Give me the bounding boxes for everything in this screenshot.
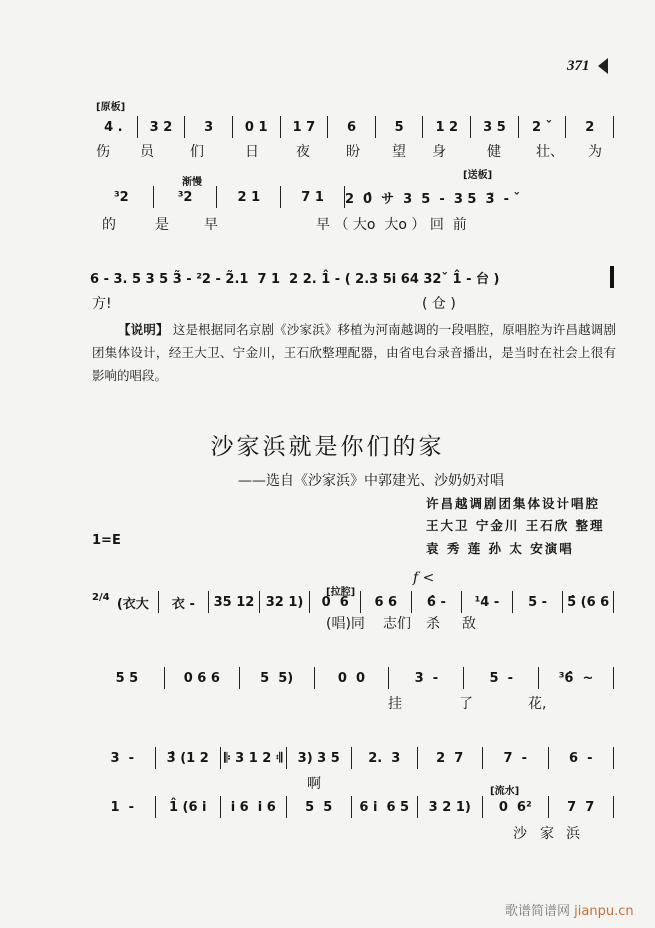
measure: 5 5): [240, 667, 315, 689]
measure: 3 2 1): [418, 796, 484, 818]
measure: 3 2: [138, 116, 186, 138]
lyric: 志们: [383, 616, 411, 632]
measure: 6 -: [549, 747, 615, 769]
notation-row: [90, 748, 614, 768]
measure: 6: [328, 116, 376, 138]
credit-line: 王大卫 宁金川 王石欣 整理: [426, 518, 605, 533]
dynamic-mark: f <: [413, 570, 435, 586]
measure: 7 1: [281, 186, 345, 208]
measure: 3: [185, 116, 233, 138]
measure: 7 -: [483, 747, 549, 769]
measure: ³2: [90, 186, 154, 208]
lyric: 方!: [92, 296, 112, 312]
page-number: 371: [567, 58, 590, 74]
lyric: 壮、: [536, 144, 564, 160]
measure: 3 -: [90, 747, 156, 769]
watermark-cn: 歌谱简谱网: [505, 904, 571, 919]
measure: 5̂ (6 6: [563, 591, 614, 613]
lyric: 花,: [528, 696, 547, 712]
tempo-mark: [送板]: [463, 170, 493, 181]
explanation: [92, 318, 616, 387]
measure: 5 -: [464, 667, 539, 689]
lyric: 为: [588, 144, 602, 160]
lyric: 沙: [513, 826, 527, 842]
measure: 3 -: [389, 667, 464, 689]
lyric: 浜: [566, 826, 580, 842]
measure: 5 -: [513, 591, 564, 613]
lyric: 伤: [96, 144, 110, 160]
notation-row: [90, 797, 614, 817]
lyric: 员: [140, 144, 154, 160]
credit-line: 袁 秀 莲 孙 太 安演唱: [426, 541, 574, 556]
lyric: 日: [245, 144, 259, 160]
lyric: ( 仓 ): [422, 296, 456, 312]
lyric: 挂: [388, 696, 402, 712]
measure: 35 12: [209, 591, 260, 613]
measure: 3̂ (1 2: [156, 747, 222, 769]
lyric: 们: [190, 144, 204, 160]
lyric: 身: [432, 144, 446, 160]
measure: 6 6: [361, 591, 412, 613]
measure: 1 2: [423, 116, 471, 138]
measure: ¹4 -: [462, 591, 513, 613]
time-signature: 2/4: [92, 592, 110, 603]
measure: 0 1: [233, 116, 281, 138]
key-signature: 1=E: [92, 533, 121, 548]
measure: 3 5: [471, 116, 519, 138]
measure: 3) 3 5: [287, 747, 353, 769]
watermark: [505, 900, 634, 919]
lyric: 了: [459, 696, 473, 712]
lyric: 望: [392, 144, 406, 160]
watermark-url: jianpu.cn: [574, 904, 634, 919]
measure: 5 5: [90, 667, 165, 689]
notation-row: [90, 267, 614, 287]
measure: 0 6 6: [165, 667, 240, 689]
measure: 2 1: [217, 186, 281, 208]
measure: 1 7: [281, 116, 329, 138]
tempo-mark: [流水]: [490, 786, 520, 797]
notation-row: [108, 592, 614, 612]
page-arrow-icon: [598, 58, 608, 74]
lyric: 杀: [426, 616, 440, 632]
lyric: 早: [204, 217, 218, 233]
notation-row: [90, 668, 614, 688]
measure: 6̂ -: [412, 591, 463, 613]
song-title: 沙家浜就是你们的家: [210, 434, 445, 460]
measure: 2. 3: [352, 747, 418, 769]
measure: 0 0: [315, 667, 390, 689]
measure: 2: [566, 116, 614, 138]
measure: 5: [376, 116, 424, 138]
lyric: 早 （ 大o 大o ） 回 前: [316, 217, 467, 233]
measure: 0 6: [310, 591, 361, 613]
song-subtitle: ——选自《沙家浜》中郭建光、沙奶奶对唱: [238, 473, 504, 489]
measure: 衣 -: [159, 591, 210, 613]
lyric: 健: [487, 144, 501, 160]
measure: 6 - 3. 5 3 5 3̃ - ²2 - 2̃.1 7 1 2 2. 1̂ - ( 2.3 5i 64 32ˇ 1̂ - 台 ): [90, 266, 614, 288]
measure: 1 -: [90, 796, 156, 818]
lyric: 盼: [346, 144, 360, 160]
measure: 0 6²: [483, 796, 549, 818]
measure: 7 7: [549, 796, 615, 818]
measure: 2 7: [418, 747, 484, 769]
tempo-mark: 渐慢: [182, 177, 202, 188]
measure: 6 i 6 5: [352, 796, 418, 818]
tempo-mark: [原板]: [96, 102, 126, 113]
measure: ³6̂ ~: [539, 667, 614, 689]
measure: 2 0̂ サ 3 5 - 3 5 3̃ - ˇ: [344, 191, 521, 207]
explanation-text: 这是根据同名京剧《沙家浜》移植为河南越调的一段唱腔，原唱腔为许昌越调剧团集体设计，经王大卫、宁金川，王石欣整理配器，由省电台录音播出，是当时在社会上很有影响的唱段。: [92, 322, 616, 383]
lyric: 的: [102, 217, 116, 233]
measure: (衣大: [108, 591, 159, 613]
measure: ³2: [154, 186, 218, 208]
lyric: 是: [155, 217, 169, 233]
measure: 2 ˇ: [519, 116, 567, 138]
explanation-label: 【说明】: [118, 322, 169, 337]
lyric: 敌: [462, 616, 476, 632]
lyric: 家: [540, 826, 554, 842]
measure: 5 5: [287, 796, 353, 818]
measure: 𝄆 3 1 2 𝄇: [221, 747, 287, 769]
measure: 1̂ (6 i: [156, 796, 222, 818]
notation-row: [90, 187, 520, 207]
measure: i 6 i 6: [221, 796, 287, 818]
measure: 4 .: [90, 116, 138, 138]
credit-line: 许昌越调剧团集体设计唱腔: [426, 496, 601, 511]
measure: 32 1): [260, 591, 311, 613]
lyric: 啊: [307, 776, 321, 792]
lyric: 夜: [296, 144, 310, 160]
tempo-mark: [拉腔]: [326, 587, 356, 598]
lyric: (唱)同: [326, 616, 365, 632]
notation-row: [90, 117, 614, 137]
